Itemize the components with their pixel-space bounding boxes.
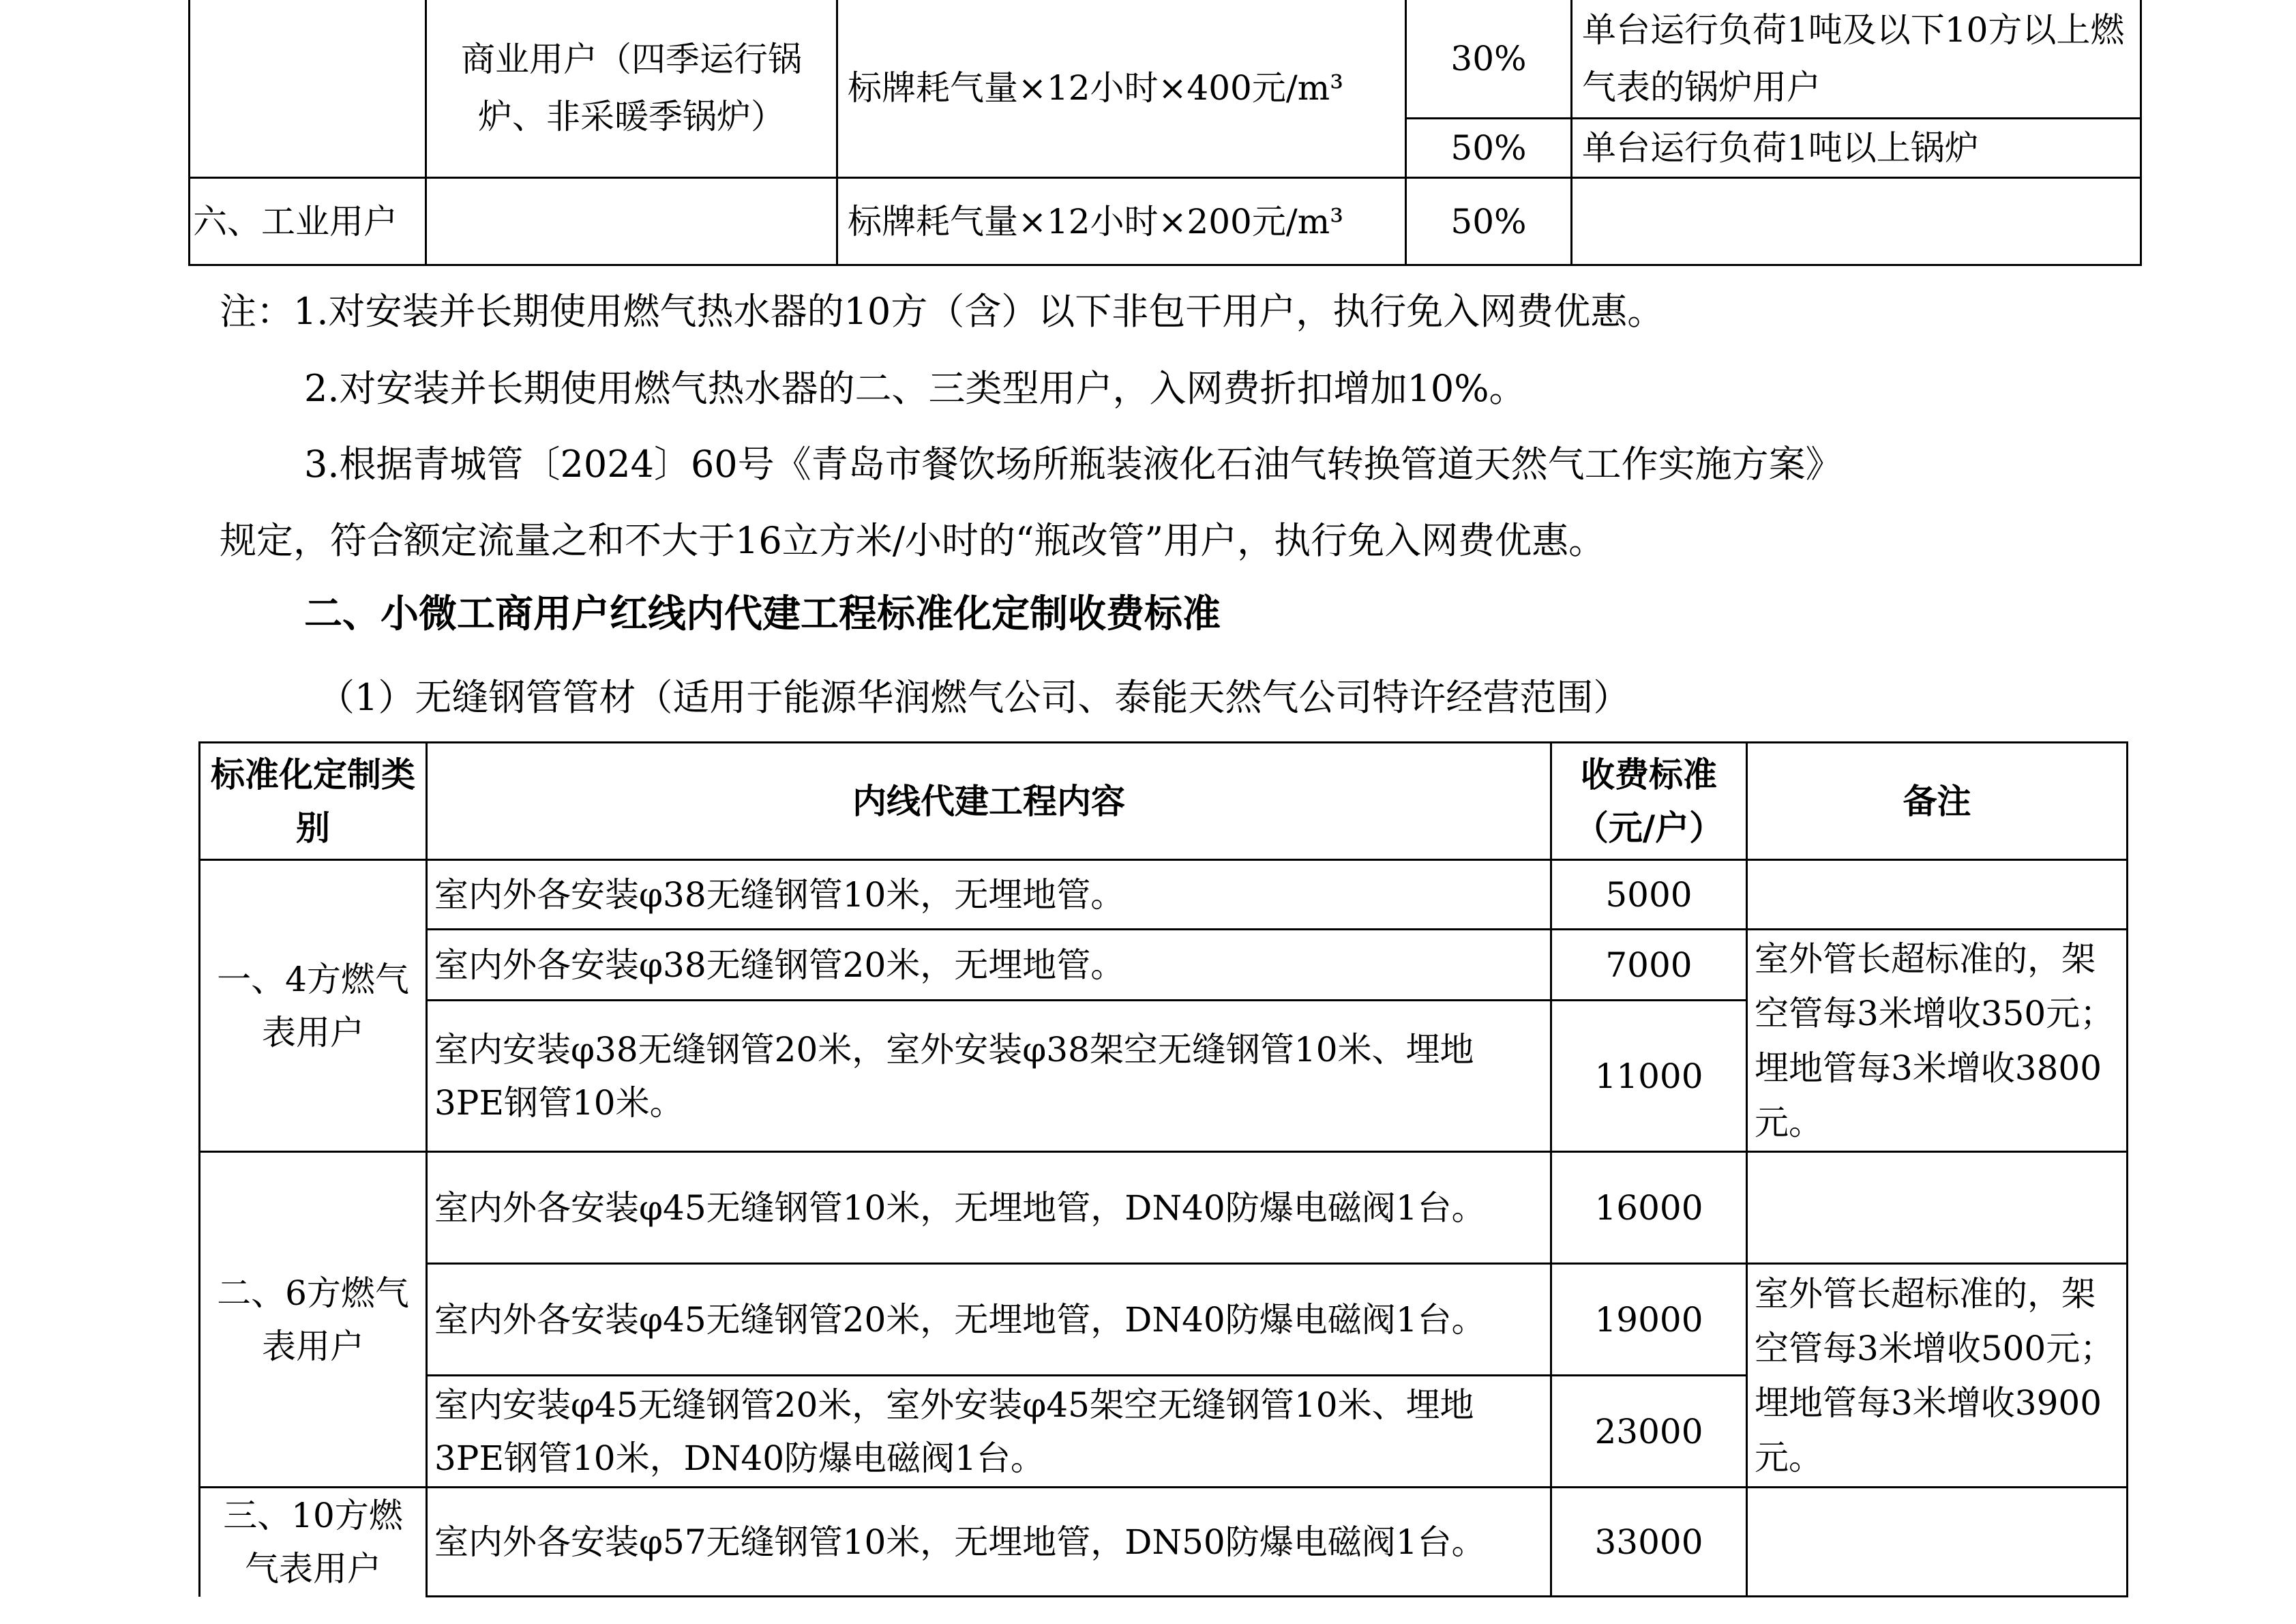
subsection-title: （1）无缝钢管管材（适用于能源华润燃气公司、泰能天然气公司特许经营范围）: [318, 676, 1630, 719]
content-cell: 室内安装φ38无缝钢管20米，室外安装φ38架空无缝钢管10米、埋地3PE钢管10米。: [427, 1001, 1551, 1152]
note-cell-empty: [1747, 1152, 2128, 1264]
note-cell: 室外管长超标准的，架空管每3米增收500元；埋地管每3米增收3900元。: [1747, 1264, 2128, 1488]
header-fee: 收费标准（元/户）: [1551, 743, 1747, 860]
header-content: 内线代建工程内容: [427, 743, 1551, 860]
discount-cell: 50%: [1406, 119, 1572, 178]
category-cell: 三、10方燃气表用户: [200, 1488, 427, 1597]
subcategory-cell: [426, 178, 837, 265]
fee-cell: 23000: [1551, 1376, 1747, 1488]
content-cell: 室内外各安装φ45无缝钢管20米，无埋地管，DN40防爆电磁阀1台。: [427, 1264, 1551, 1376]
header-category: 标准化定制类别: [200, 743, 427, 860]
subcategory-cell: 商业用户（四季运行锅炉、非采暖季锅炉）: [426, 0, 837, 178]
table-row: [200, 860, 2128, 930]
discount-cell: 50%: [1406, 178, 1572, 265]
note-1: 注：1.对安装并长期使用燃气热水器的10方（含）以下非包干用户，执行免入网费优惠。: [220, 290, 1665, 333]
fee-cell: 11000: [1551, 1001, 1747, 1152]
content-cell: 室内外各安装φ45无缝钢管10米，无埋地管，DN40防爆电磁阀1台。: [427, 1152, 1551, 1264]
content-cell: 室内外各安装φ57无缝钢管10米，无埋地管，DN50防爆电磁阀1台。: [427, 1488, 1551, 1597]
fee-cell: 16000: [1551, 1152, 1747, 1264]
note-3-line-1: 3.根据青城管〔2024〕60号《青岛市餐饮场所瓶装液化石油气转换管道天然气工作实施方案》: [304, 443, 1843, 486]
note-3-line-2: 规定，符合额定流量之和不大于16立方米/小时的“瓶改管”用户，执行免入网费优惠。: [220, 519, 1606, 562]
fee-cell: 7000: [1551, 930, 1747, 1001]
content-cell: 室内外各安装φ38无缝钢管10米，无埋地管。: [427, 860, 1551, 930]
category-cell: 一、4方燃气表用户: [200, 860, 427, 1152]
note-cell-empty: [1747, 860, 2128, 930]
content-cell: 室内安装φ45无缝钢管20米，室外安装φ45架空无缝钢管10米、埋地3PE钢管10米，DN40防爆电磁阀1台。: [427, 1376, 1551, 1488]
table-row: [200, 930, 2128, 1001]
fee-table-top: [188, 0, 2142, 266]
content-cell: 室内外各安装φ38无缝钢管20米，无埋地管。: [427, 930, 1551, 1001]
note-cell: 室外管长超标准的，架空管每3米增收350元；埋地管每3米增收3800元。: [1747, 930, 2128, 1152]
remark-cell: [1572, 178, 2141, 265]
fee-cell: 5000: [1551, 860, 1747, 930]
table-row: [200, 1488, 2128, 1597]
category-cell: 二、6方燃气表用户: [200, 1152, 427, 1488]
section-title: 二、小微工商用户红线内代建工程标准化定制收费标准: [304, 592, 1221, 636]
fee-cell: 19000: [1551, 1264, 1747, 1376]
seamless-steel-pipe-fee-table: [198, 741, 2128, 1597]
table-row: [190, 178, 2141, 265]
note-cell-empty: [1747, 1488, 2128, 1597]
header-note: 备注: [1747, 743, 2128, 860]
category-cell-empty: [190, 0, 426, 178]
table-row: [200, 1264, 2128, 1376]
note-2: 2.对安装并长期使用燃气热水器的二、三类型用户，入网费折扣增加10%。: [304, 367, 1526, 410]
table-row: [190, 0, 2141, 119]
formula-cell: 标牌耗气量×12小时×200元/m³: [837, 178, 1406, 265]
table-header-row: [200, 743, 2128, 860]
table-row: [200, 1152, 2128, 1264]
formula-cell: 标牌耗气量×12小时×400元/m³: [837, 0, 1406, 178]
discount-cell: 30%: [1406, 0, 1572, 119]
category-cell: 六、工业用户: [190, 178, 426, 265]
remark-cell: 单台运行负荷1吨及以下10方以上燃气表的锅炉用户: [1572, 0, 2141, 119]
remark-cell: 单台运行负荷1吨以上锅炉: [1572, 119, 2141, 178]
fee-cell: 33000: [1551, 1488, 1747, 1597]
